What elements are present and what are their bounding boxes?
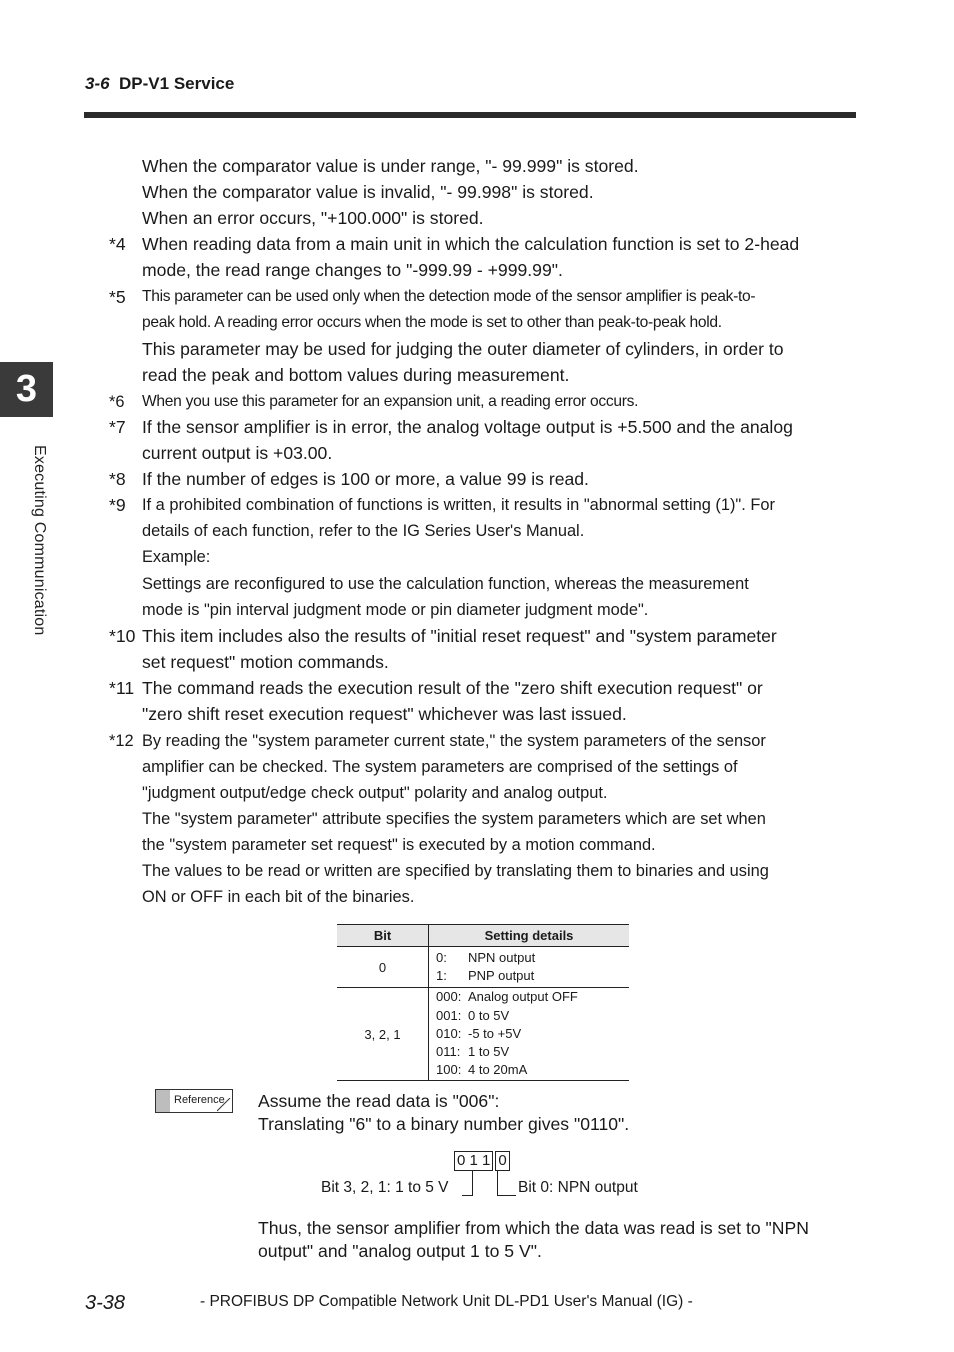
option-text: 4 to 20mA (468, 1062, 528, 1078)
note-mark: *4 (109, 234, 126, 254)
option-text: NPN output (468, 949, 536, 965)
table-header-row (337, 925, 629, 947)
note-line: mode is "pin interval judgment mode or pin diameter judgment mode". (142, 601, 649, 619)
note-line: Settings are reconfigured to use the calculation function, whereas the measurement (142, 575, 749, 593)
note-line: The values to be read or written are specified by translating them to binaries and using (142, 862, 769, 880)
option-code: 100: (436, 1062, 462, 1078)
note-line: If the number of edges is 100 or more, a value 99 is read. (142, 469, 589, 489)
reference-line: Assume the read data is "006": (258, 1091, 500, 1111)
note-line: ON or OFF in each bit of the binaries. (142, 888, 415, 906)
bit-cell: 0 (337, 947, 429, 988)
setting-cell (429, 947, 630, 988)
note-line: set request" motion commands. (142, 652, 389, 672)
note-mark: *5 (109, 287, 126, 307)
note-mark: *9 (109, 495, 126, 515)
table-row (337, 988, 629, 1081)
setting-cell (429, 988, 630, 1081)
option-text: PNP output (468, 968, 535, 983)
note-line: "judgment output/edge check output" polarity and analog output. (142, 784, 608, 802)
note-line: If a prohibited combination of functions is written, it results in "abnormal setting (1)". For (142, 496, 775, 514)
section-number: 3-6 (85, 74, 110, 93)
intro-line: When an error occurs, "+100.000" is stored. (142, 208, 484, 228)
note-line: details of each function, refer to the IG Series User's Manual. (142, 522, 585, 540)
footer-title: - PROFIBUS DP Compatible Network Unit DL-PD1 User's Manual (IG) - (200, 1293, 693, 1310)
note-line: When you use this parameter for an expansion unit, a reading error occurs. (142, 393, 639, 410)
conclusion-line: output" and "analog output 1 to 5 V". (258, 1241, 542, 1261)
option-text: 1 to 5V (468, 1044, 510, 1060)
note-mark: *8 (109, 469, 126, 489)
note-line: Example: (142, 548, 211, 566)
page-number: 3-38 (85, 1292, 126, 1314)
note-line: amplifier can be checked. The system parameters are comprised of the settings of (142, 758, 738, 776)
conclusion-line: Thus, the sensor amplifier from which the data was read is set to "NPN (258, 1218, 809, 1238)
option-text: -5 to +5V (468, 1025, 522, 1041)
note-mark: *12 (109, 732, 134, 750)
binary-high-bits: 0 1 1 (454, 1151, 493, 1171)
connector-line-right (497, 1171, 516, 1196)
note-line: This item includes also the results of "initial reset request" and "system parameter (142, 626, 777, 646)
reference-badge-label: Reference (174, 1094, 225, 1106)
note-line: "zero shift reset execution request" whichever was last issued. (142, 704, 627, 724)
note-line: read the peak and bottom values during measurement. (142, 365, 570, 385)
option-code: 0: (436, 949, 447, 965)
option-code: 010: (436, 1025, 462, 1041)
option-code: 011: (436, 1044, 461, 1060)
header-rule (84, 112, 856, 118)
option-text: 0 to 5V (468, 1007, 510, 1023)
column-header: Setting details (429, 925, 630, 947)
column-header: Bit (337, 925, 429, 947)
option-code: 000: (436, 989, 462, 1005)
note-line: The command reads the execution result of the "zero shift execution request" or (142, 678, 763, 698)
option-code: 001: (436, 1007, 462, 1023)
note-line: The "system parameter" attribute specifies the system parameters which are set when (142, 810, 766, 828)
section-title: DP-V1 Service (119, 74, 235, 93)
note-mark: *11 (109, 678, 135, 698)
binary-diagram (454, 1151, 510, 1171)
option-code: 1: (436, 968, 447, 983)
note-line: This parameter can be used only when the detection mode of the sensor amplifier is peak-to- (142, 288, 756, 305)
note-line: the "system parameter set request" is executed by a motion command. (142, 836, 656, 854)
reference-line: Translating "6" to a binary number gives "0110". (258, 1114, 630, 1134)
connector-line-left (462, 1171, 473, 1196)
chapter-tab: 3 (0, 362, 53, 417)
intro-line: When the comparator value is invalid, "- 99.998" is stored. (142, 182, 594, 202)
note-line: When reading data from a main unit in which the calculation function is set to 2-head (142, 234, 800, 254)
note-line: This parameter may be used for judging the outer diameter of cylinders, in order to (142, 339, 784, 359)
bit-low-label: Bit 0: NPN output (518, 1179, 638, 1196)
note-mark: *10 (109, 626, 136, 646)
bit-high-label: Bit 3, 2, 1: 1 to 5 V (321, 1179, 449, 1196)
note-line: mode, the read range changes to "-999.99 - +999.99". (142, 260, 563, 280)
note-mark: *6 (109, 393, 125, 411)
reference-badge (155, 1089, 233, 1113)
note-line: If the sensor amplifier is in error, the analog voltage output is +5.500 and the analog (142, 417, 793, 437)
section-header (85, 74, 234, 94)
intro-line: When the comparator value is under range, "- 99.999" is stored. (142, 156, 639, 176)
reference-badge-tab (156, 1090, 170, 1112)
table-row (337, 947, 629, 988)
bit-settings-table (337, 924, 629, 1081)
note-mark: *7 (109, 417, 126, 437)
note-line: current output is +03.00. (142, 443, 333, 463)
bit-cell: 3, 2, 1 (337, 988, 429, 1081)
note-line: By reading the "system parameter current state," the system parameters of the sensor (142, 732, 766, 750)
option-text: Analog output OFF (468, 989, 578, 1005)
note-line: peak hold. A reading error occurs when the mode is set to other than peak-to-peak hold. (142, 314, 722, 331)
chapter-side-label: Executing Communication (31, 445, 48, 636)
binary-low-bit: 0 (495, 1151, 509, 1171)
